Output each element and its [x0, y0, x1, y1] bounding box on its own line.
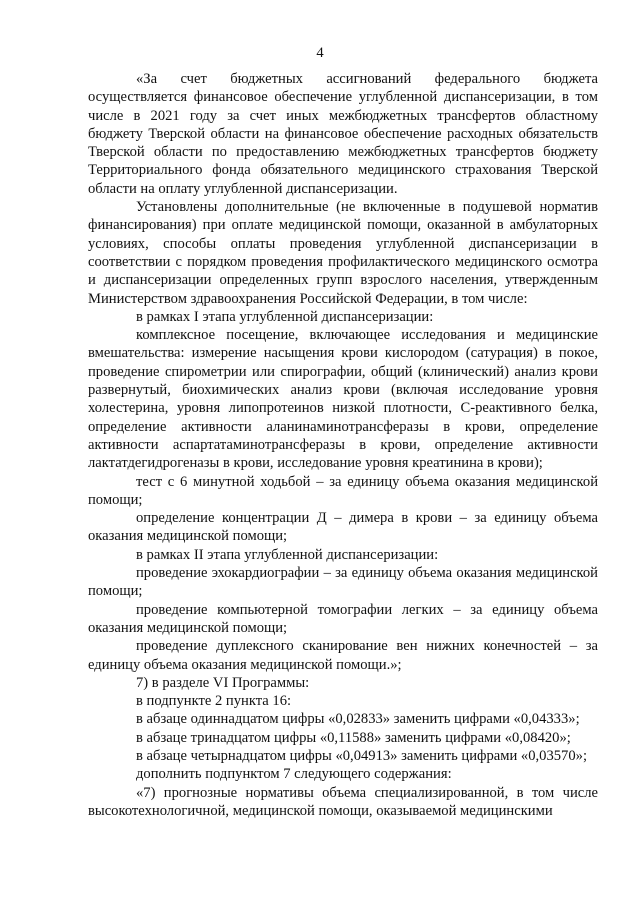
paragraph-section-vi: 7) в разделе VI Программы: — [136, 674, 310, 691]
page-number: 4 — [316, 45, 324, 61]
paragraph-abzac-14: в абзаце четырнадцатом цифры «0,04913» заменить цифрами «0,03570»; — [136, 747, 588, 764]
paragraph-walk-test: тест с 6 минутной ходьбой – за единицу объема оказания медицинской помощи; — [88, 473, 598, 508]
paragraph-subpoint-2: в подпункте 2 пункта 16: — [136, 693, 292, 710]
document-body — [88, 70, 598, 820]
paragraph-subpoint-7-text: «7) прогнозные нормативы объема специализированной, в том числе высокотехнологичной, медицинской помощи, оказываемой медицинскими — [88, 784, 598, 819]
paragraph-abzac-11: в абзаце одиннадцатом цифры «0,02833» заменить цифрами «0,04333»; — [136, 711, 580, 728]
paragraph-federal-budget: «За счет бюджетных ассигнований федерального бюджета осуществляется финансовое обеспечение углубленной диспансеризации, в том числе в 2021 году за счет иных межбюджетных трансфертов областному бюджету Тверской области на финансовое обеспечение расходных обязательств Тверской области по предоставлению межбюджетных трансфертов бюджету Территориального фонда обязательного медицинского страхования Тверской области на оплату углубленной диспансеризации. — [88, 71, 598, 197]
paragraph-stage-2-heading: в рамках II этапа углубленной диспансеризации: — [136, 546, 439, 563]
paragraph-add-subpoint-7: дополнить подпунктом 7 следующего содержания: — [136, 766, 452, 783]
paragraph-complex-visit: комплексное посещение, включающее исследования и медицинские вмешательства: измерение насыщения крови кислородом (сатурация) в покое, проведение спирометрии или спирографии, общий (клинический) анализ крови развернутый, биохимических анализ крови (включая исследование уровня холестерина, уровня липопротеинов низкой плотности, С-реактивного белка, определение активности аланинаминотрансферазы в крови, определение активности аспартатаминотрансферазы в крови, определение активности лактатдегидрогеназы в крови, исследование уровня креатинина в крови); — [88, 327, 598, 472]
paragraph-echocardiography: проведение эхокардиографии – за единицу объема оказания медицинской помощи; — [88, 565, 598, 600]
paragraph-stage-1-heading: в рамках I этапа углубленной диспансеризации: — [136, 308, 434, 325]
paragraph-d-dimer: определение концентрации Д – димера в крови – за единицу объема оказания медицинской помощи; — [88, 510, 598, 545]
paragraph-abzac-13: в абзаце тринадцатом цифры «0,11588» заменить цифрами «0,08420»; — [136, 729, 571, 746]
paragraph-payment-methods: Установлены дополнительные (не включенные в подушевой норматив финансирования) при оплате медицинской помощи, оказанной в амбулаторных условиях, способы оплаты проведения углубленной диспансеризации в соответствии с порядком проведения профилактического медицинского осмотра и диспансеризации определенных групп взрослого населения, утвержденным Министерством здравоохранения Российской Федерации, в том числе: — [88, 199, 598, 307]
paragraph-lung-ct: проведение компьютерной томографии легких – за единицу объема оказания медицинской помощи; — [88, 601, 598, 636]
paragraph-duplex-scan: проведение дуплексного сканирование вен нижних конечностей – за единицу объема оказания медицинской помощи.»; — [88, 638, 598, 673]
